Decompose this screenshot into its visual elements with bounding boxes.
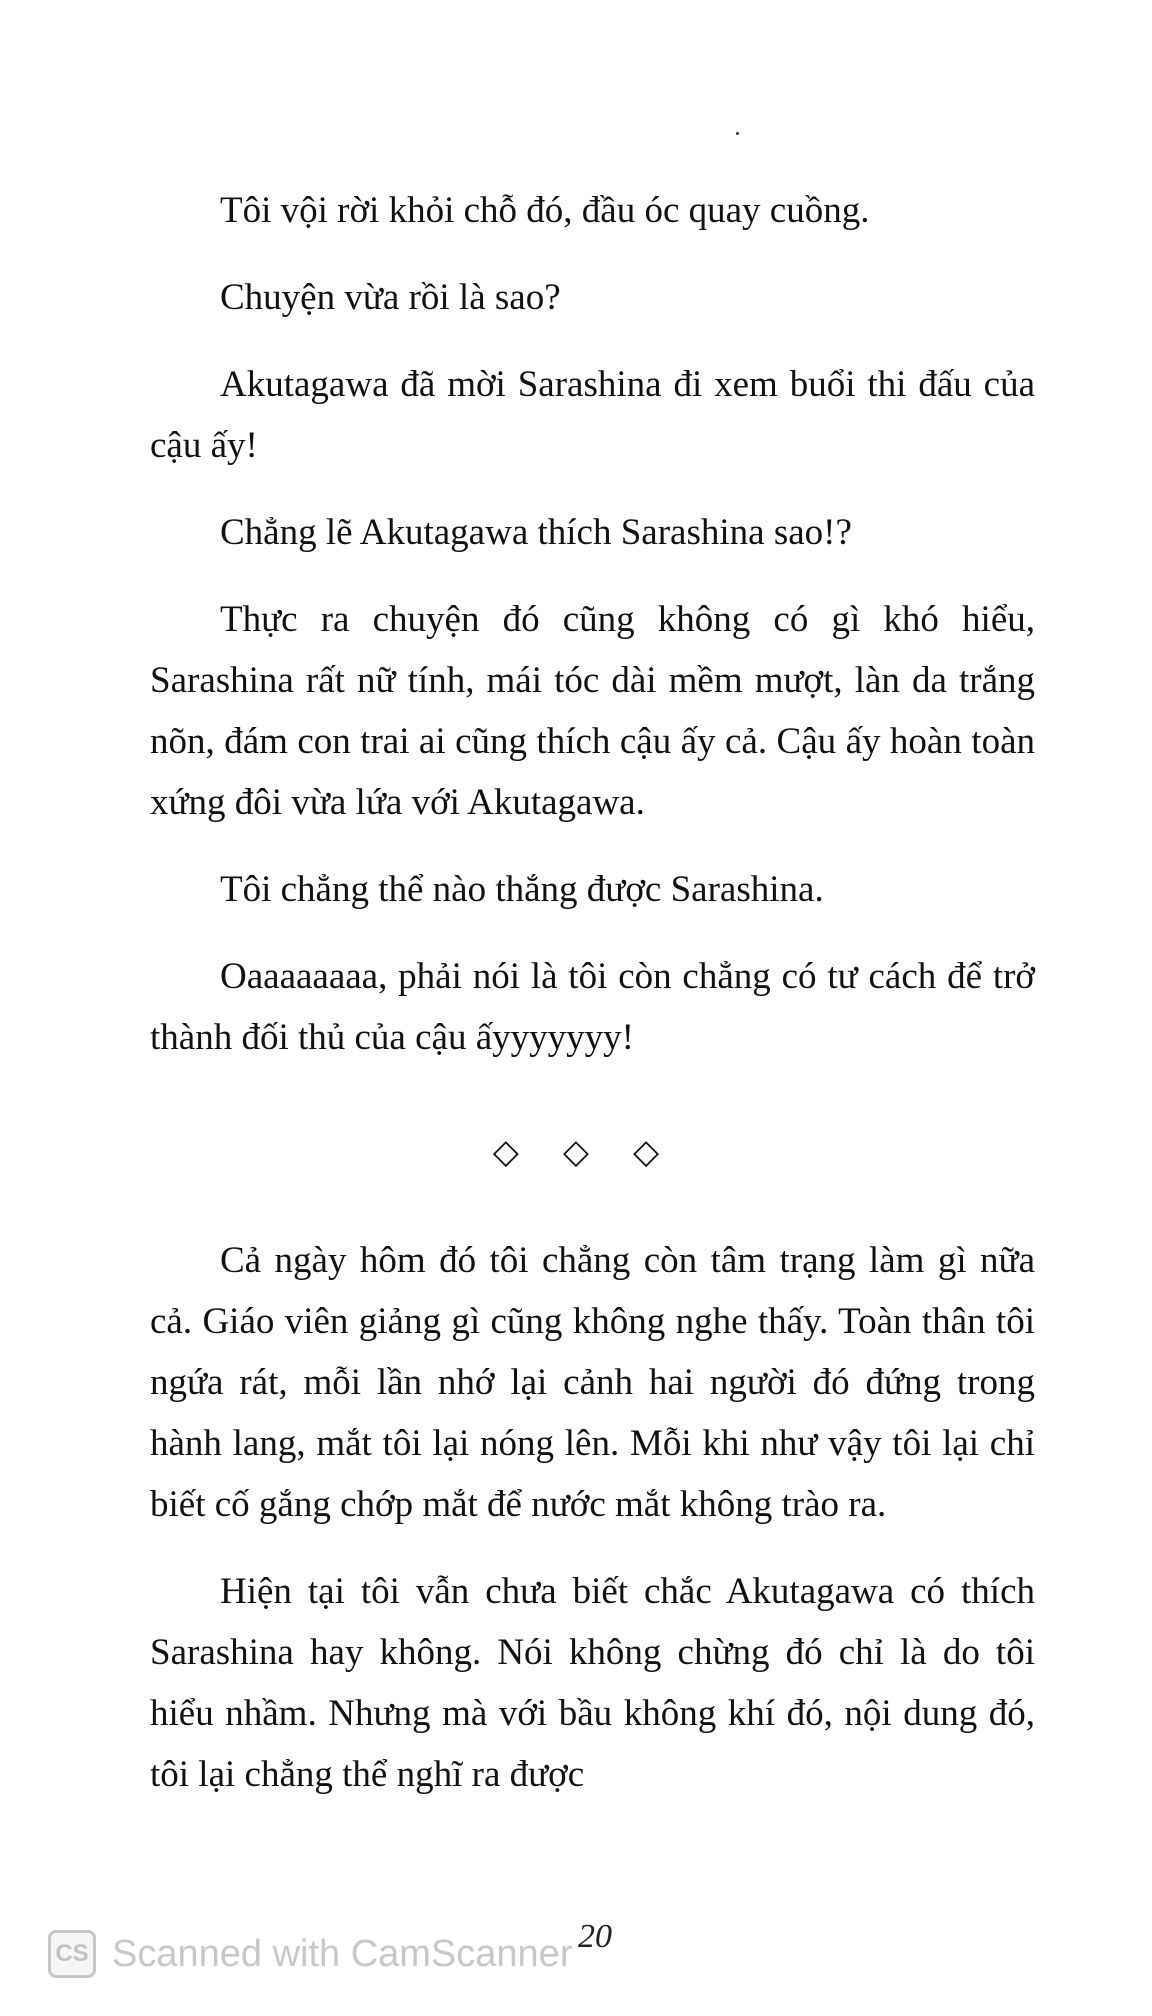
paragraph: Tôi chẳng thể nào thắng được Sarashina. xyxy=(220,869,824,910)
text-block-top xyxy=(150,180,1035,1094)
paragraph: Tôi vội rời khỏi chỗ đó, đầu óc quay cuồng. xyxy=(220,190,870,231)
paragraph: Cả ngày hôm đó tôi chẳng còn tâm trạng làm gì nữa cả. Giáo viên giảng gì cũng không nghe thấy. Toàn thân tôi ngứa rát, mỗi lần nhớ lại cảnh hai người đó đứng trong hành lang, mắt tôi lại nóng lên. Mỗi khi như vậy tôi lại chỉ biết cố gắng chớp mắt để nước mắt không trào ra. xyxy=(150,1240,1035,1525)
watermark-text: Scanned with CamScanner xyxy=(112,1932,573,1975)
paragraph: Thực ra chuyện đó cũng không có gì khó hiểu, Sarashina rất nữ tính, mái tóc dài mềm mượt, làn da trắng nõn, đám con trai ai cũng thích cậu ấy cả. Cậu ấy hoàn toàn xứng đôi vừa lứa với Akutagawa. xyxy=(150,599,1035,823)
text-block-bottom xyxy=(150,1230,1035,1831)
section-separator: ◇◇◇ xyxy=(492,1132,704,1172)
page-number: 20 xyxy=(578,1918,612,1955)
scan-speck xyxy=(736,132,739,135)
paragraph: Akutagawa đã mời Sarashina đi xem buổi thi đấu của cậu ấy! xyxy=(150,364,1035,466)
camscanner-watermark xyxy=(48,1928,572,1980)
camscanner-logo-icon: CS xyxy=(48,1930,96,1978)
paragraph: Chẳng lẽ Akutagawa thích Sarashina sao!? xyxy=(220,512,852,553)
paragraph: Oaaaaaaaa, phải nói là tôi còn chẳng có tư cách để trở thành đối thủ của cậu ấyyyyyyy! xyxy=(150,956,1035,1058)
paragraph: Hiện tại tôi vẫn chưa biết chắc Akutagawa có thích Sarashina hay không. Nói không chừng đó chỉ là do tôi hiểu nhầm. Nhưng mà với bầu không khí đó, nội dung đó, tôi lại chẳng thể nghĩ ra được xyxy=(150,1571,1035,1795)
paragraph: Chuyện vừa rồi là sao? xyxy=(220,277,561,318)
